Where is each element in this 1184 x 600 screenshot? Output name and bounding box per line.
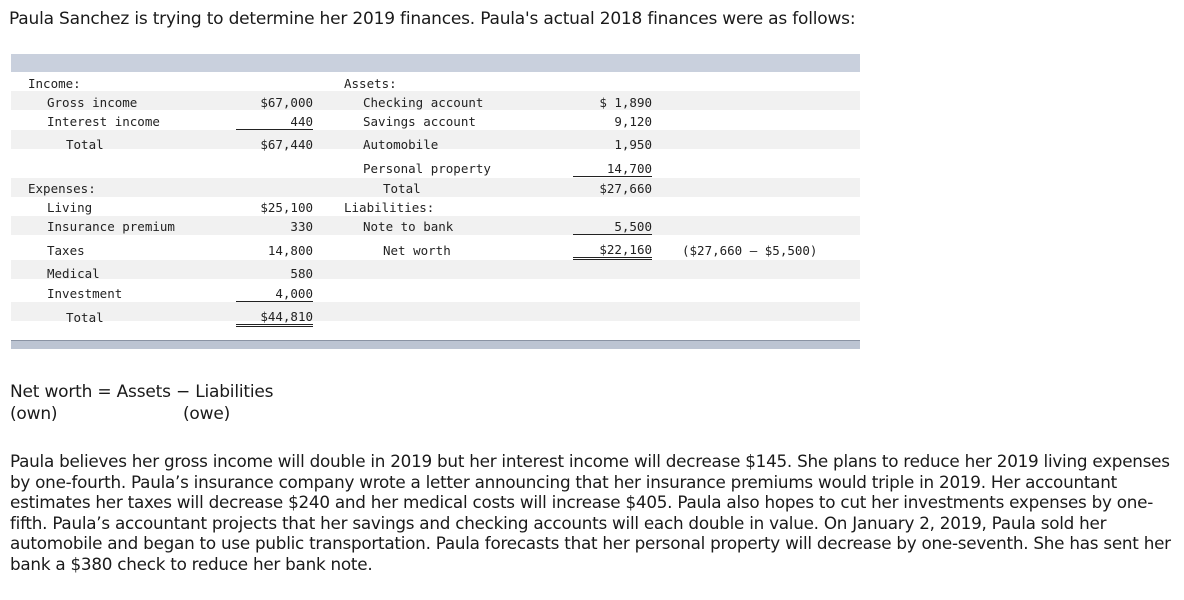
expenses-total-value: $44,810 xyxy=(236,309,313,327)
expense-value-taxes: 14,800 xyxy=(267,243,313,258)
assets-header: Assets: xyxy=(344,76,397,91)
expenses-header: Expenses: xyxy=(28,181,96,196)
net-worth-label: Net worth xyxy=(383,243,451,258)
asset-value-checking: $ 1,890 xyxy=(599,95,652,110)
expense-label-medical: Medical xyxy=(47,266,100,281)
own-label: (own) xyxy=(10,404,58,424)
asset-value-savings: 9,120 xyxy=(614,114,652,129)
assets-total-label: Total xyxy=(383,181,421,196)
asset-label-personal-property: Personal property xyxy=(363,161,491,176)
table-bottom-bar xyxy=(11,340,860,349)
income-header: Income: xyxy=(28,76,81,91)
income-label-interest: Interest income xyxy=(47,114,160,129)
asset-value-personal-property: 14,700 xyxy=(573,161,652,177)
expense-label-investment: Investment xyxy=(47,286,123,301)
liability-value-note: 5,500 xyxy=(573,219,652,235)
row-stripe xyxy=(11,260,860,279)
intro-text: Paula Sanchez is trying to determine her 2019 finances. Paula's actual 2018 finances were as follows: xyxy=(9,9,856,29)
asset-label-savings: Savings account xyxy=(363,114,476,129)
income-value-gross: $67,000 xyxy=(260,95,313,110)
net-worth-calculation: ($27,660 – $5,500) xyxy=(682,243,818,258)
expense-value-medical: 580 xyxy=(290,266,313,281)
expense-label-living: Living xyxy=(47,200,93,215)
row-stripe xyxy=(11,302,860,321)
expense-value-living: $25,100 xyxy=(260,200,313,215)
expense-value-investment: 4,000 xyxy=(236,286,313,302)
income-value-interest: 440 xyxy=(236,114,313,130)
liability-label-note: Note to bank xyxy=(363,219,454,234)
assets-total-value: $27,660 xyxy=(599,181,652,196)
net-worth-value: $22,160 xyxy=(573,242,652,260)
asset-value-automobile: 1,950 xyxy=(614,137,652,152)
scenario-paragraph: Paula believes her gross income will double in 2019 but her interest income will decrease $145. She plans to reduce her 2019 living expenses by one-fourth. Paula’s insurance company wrote a letter announcing that her insurance premiums would triple in 2019. Her accountant estimates her taxes will decrease $240 and her medical costs will increase $405. Paula also hopes to cut her investments expenses by one-fifth. Paula’s accountant projects that her savings and checking accounts will each double in value. On January 2, 2019, Paula sold her automobile and began to use public transportation. Paula forecasts that her personal property will decrease by one-seventh. She has sent her bank a $380 check to reduce her bank note. xyxy=(10,451,1171,574)
row-stripe xyxy=(11,178,860,197)
expense-value-insurance: 330 xyxy=(290,219,313,234)
expenses-total-label: Total xyxy=(66,310,104,325)
owe-label: (owe) xyxy=(183,404,231,424)
expense-label-insurance: Insurance premium xyxy=(47,219,175,234)
asset-label-automobile: Automobile xyxy=(363,137,439,152)
net-worth-equation: Net worth = Assets − Liabilities xyxy=(10,382,274,402)
table-top-bar xyxy=(11,54,860,72)
financial-statement-table xyxy=(11,54,860,349)
asset-label-checking: Checking account xyxy=(363,95,484,110)
income-total-value: $67,440 xyxy=(260,137,313,152)
expense-label-taxes: Taxes xyxy=(47,243,85,258)
income-label-gross: Gross income xyxy=(47,95,138,110)
liabilities-header: Liabilities: xyxy=(344,200,435,215)
income-total-label: Total xyxy=(66,137,104,152)
